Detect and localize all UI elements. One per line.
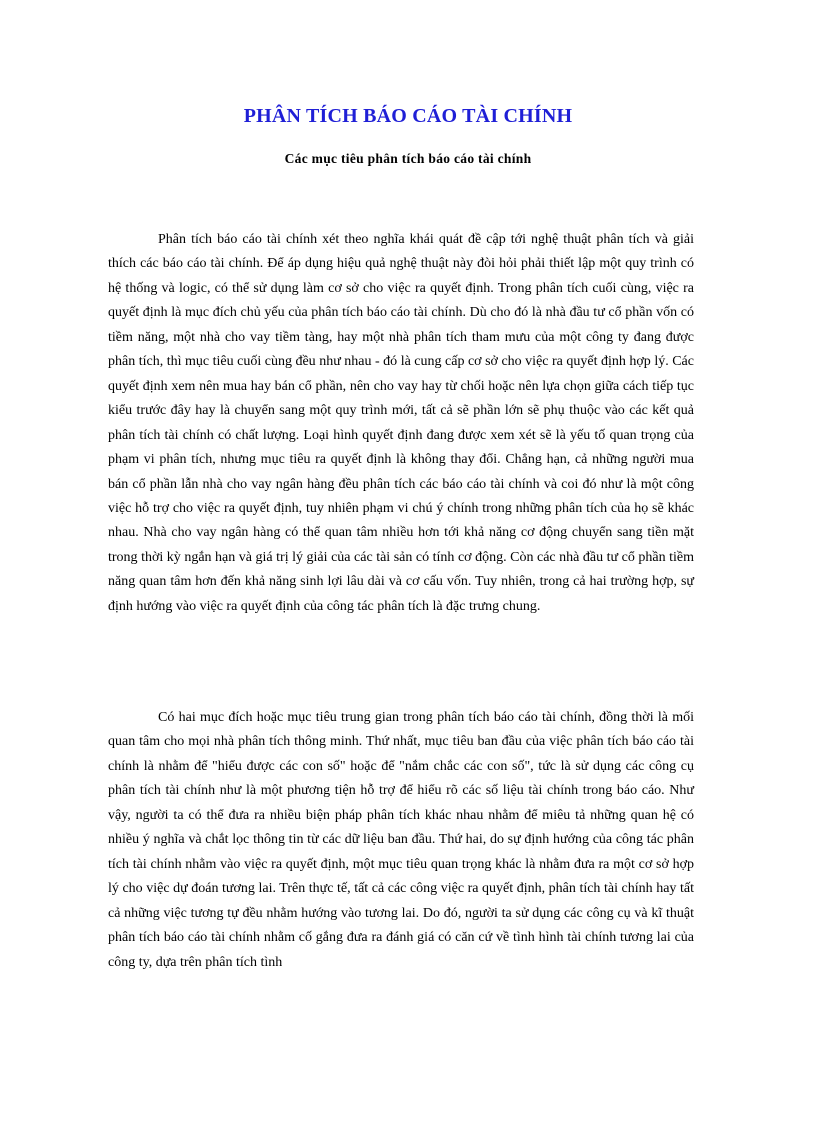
document-subtitle: Các mục tiêu phân tích báo cáo tài chính — [284, 151, 532, 166]
body-paragraph-2: Có hai mục đích hoặc mục tiêu trung gian trong phân tích báo cáo tài chính, đồng thời là mối quan tâm cho mọi nhà phân tích thông minh. Thứ nhất, mục tiêu ban đầu của việc phân tích báo cáo tài chính là nhằm để "hiểu được các con số" hoặc để "nắm chắc các con số", tức là sử dụng các công cụ phân tích tài chính như là một phương tiện hỗ trợ để hiểu rõ các số liệu tài chính trong báo cáo. Như vậy, người ta có thể đưa ra nhiều biện pháp phân tích khác nhau nhằm để miêu tả những quan hệ có nhiều ý nghĩa và chắt lọc thông tin từ các dữ liệu ban đầu. Thứ hai, do sự định hướng của công tác phân tích tài chính nhằm vào việc ra quyết định, một mục tiêu quan trọng khác là nhằm đưa ra một cơ sở hợp lý cho việc dự đoán tương lai. Trên thực tế, tất cả các công việc ra quyết định, phân tích tài chính hay tất cả những việc tương tự đều nhằm hướng vào tương lai. Do đó, người ta sử dụng các công cụ và kĩ thuật phân tích báo cáo tài chính nhằm cố gắng đưa ra đánh giá có căn cứ về tình hình tài chính tương lai của công ty, dựa trên phân tích tình — [108, 710, 694, 970]
document-title: PHÂN TÍCH BÁO CÁO TÀI CHÍNH — [243, 105, 573, 127]
body-paragraph-1: Phân tích báo cáo tài chính xét theo nghĩa khái quát đề cập tới nghệ thuật phân tích và giải thích các báo cáo tài chính. Để áp dụng hiệu quả nghệ thuật này đòi hỏi phải thiết lập một quy trình có hệ thống và logic, có thể sử dụng làm cơ sở cho việc ra quyết định. Trong phân tích cuối cùng, việc ra quyết định là mục đích chủ yếu của phân tích báo cáo tài chính. Dù cho đó là nhà đầu tư cổ phần vốn có tiềm năng, một nhà cho vay tiềm tàng, hay một nhà phân tích tham mưu của một công ty đang được phân tích, thì mục tiêu cuối cùng đều như nhau - đó là cung cấp cơ sở cho việc ra quyết định hợp lý. Các quyết định xem nên mua hay bán cổ phần, nên cho vay hay từ chối hoặc nên lựa chọn giữa cách tiếp tục kiểu trước đây hay là chuyển sang một quy trình mới, tất cả sẽ phần lớn sẽ phụ thuộc vào các kết quả phân tích tài chính có chất lượng. Loại hình quyết định đang được xem xét sẽ là yếu tố quan trọng của phạm vi phân tích, nhưng mục tiêu ra quyết định là không thay đổi. Chẳng hạn, cả những người mua bán cổ phần lẫn nhà cho vay ngân hàng đều phân tích các báo cáo tài chính và coi đó như là một công việc hỗ trợ cho việc ra quyết định, tuy nhiên phạm vi chú ý chính trong những phân tích của họ sẽ khác nhau. Nhà cho vay ngân hàng có thể quan tâm nhiều hơn tới khả năng cơ động chuyển sang tiền mặt trong thời kỳ ngắn hạn và giá trị lý giải của các tài sản có tính cơ động. Còn các nhà đầu tư cổ phần tiềm năng quan tâm hơn đến khả năng sinh lợi lâu dài và cơ cấu vốn. Tuy nhiên, trong cả hai trường hợp, sự định hướng vào việc ra quyết định của công tác phân tích là đặc trưng chung. — [108, 232, 694, 614]
